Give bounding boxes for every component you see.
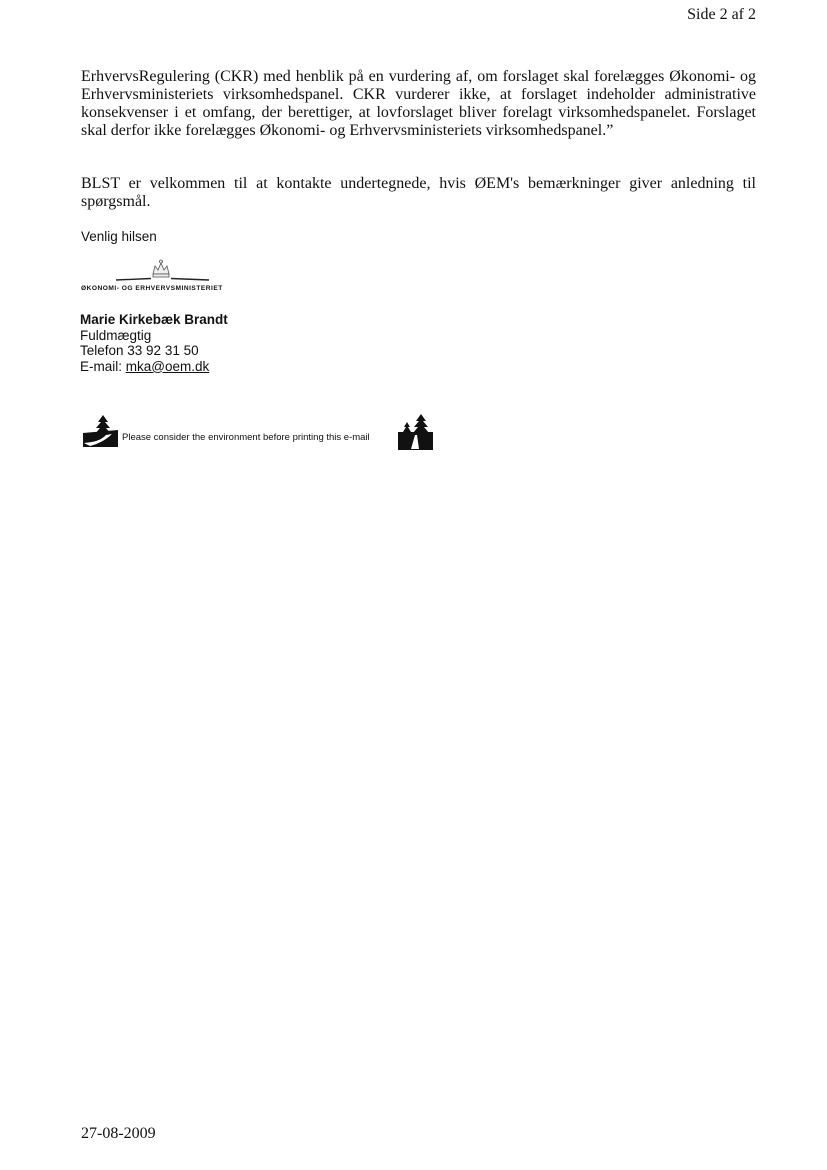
tree-road-icon (398, 414, 434, 450)
logo-text: ØKONOMI- OG ERHVERVSMINISTERIET (81, 285, 223, 292)
document-date: 27-08-2009 (81, 1125, 156, 1142)
signature-block (80, 312, 228, 374)
body-paragraph: BLST er velkommen til at kontakte undertegnede, hvis ØEM's bemærkninger giver anledning til spørgsmål. (81, 175, 756, 210)
tree-road-icon (82, 414, 120, 448)
crown-icon (81, 258, 261, 286)
email-label: E-mail: (80, 358, 126, 374)
signer-phone: Telefon 33 92 31 50 (80, 343, 199, 358)
body-paragraph: ErhvervsRegulering (CKR) med henblik på en vurdering af, om forslaget skal forelægges Økonomi- og Erhvervsministeriets virksomhedspanel. CKR vurderer ikke, at forslaget indeholder administrative konsekvenser i et omfang, der berettiger, at lovforslaget bliver forelagt virksomhedspanelet. Forslaget skal derfor ikke forelægges Økonomi- og Erhvervsministeriets virksomhedspanel.” (81, 68, 756, 139)
ministry-logo (81, 258, 261, 298)
page-number: Side 2 af 2 (687, 6, 756, 23)
email-link[interactable]: mka@oem.dk (125, 358, 210, 374)
environment-notice (82, 414, 442, 450)
signer-name: Marie Kirkebæk Brandt (80, 312, 228, 327)
signer-title: Fuldmægtig (80, 327, 152, 343)
signer-email-line (80, 359, 228, 375)
closing-greeting: Venlig hilsen (81, 229, 157, 244)
environment-notice-text: Please consider the environment before printing this e-mail (122, 432, 370, 443)
